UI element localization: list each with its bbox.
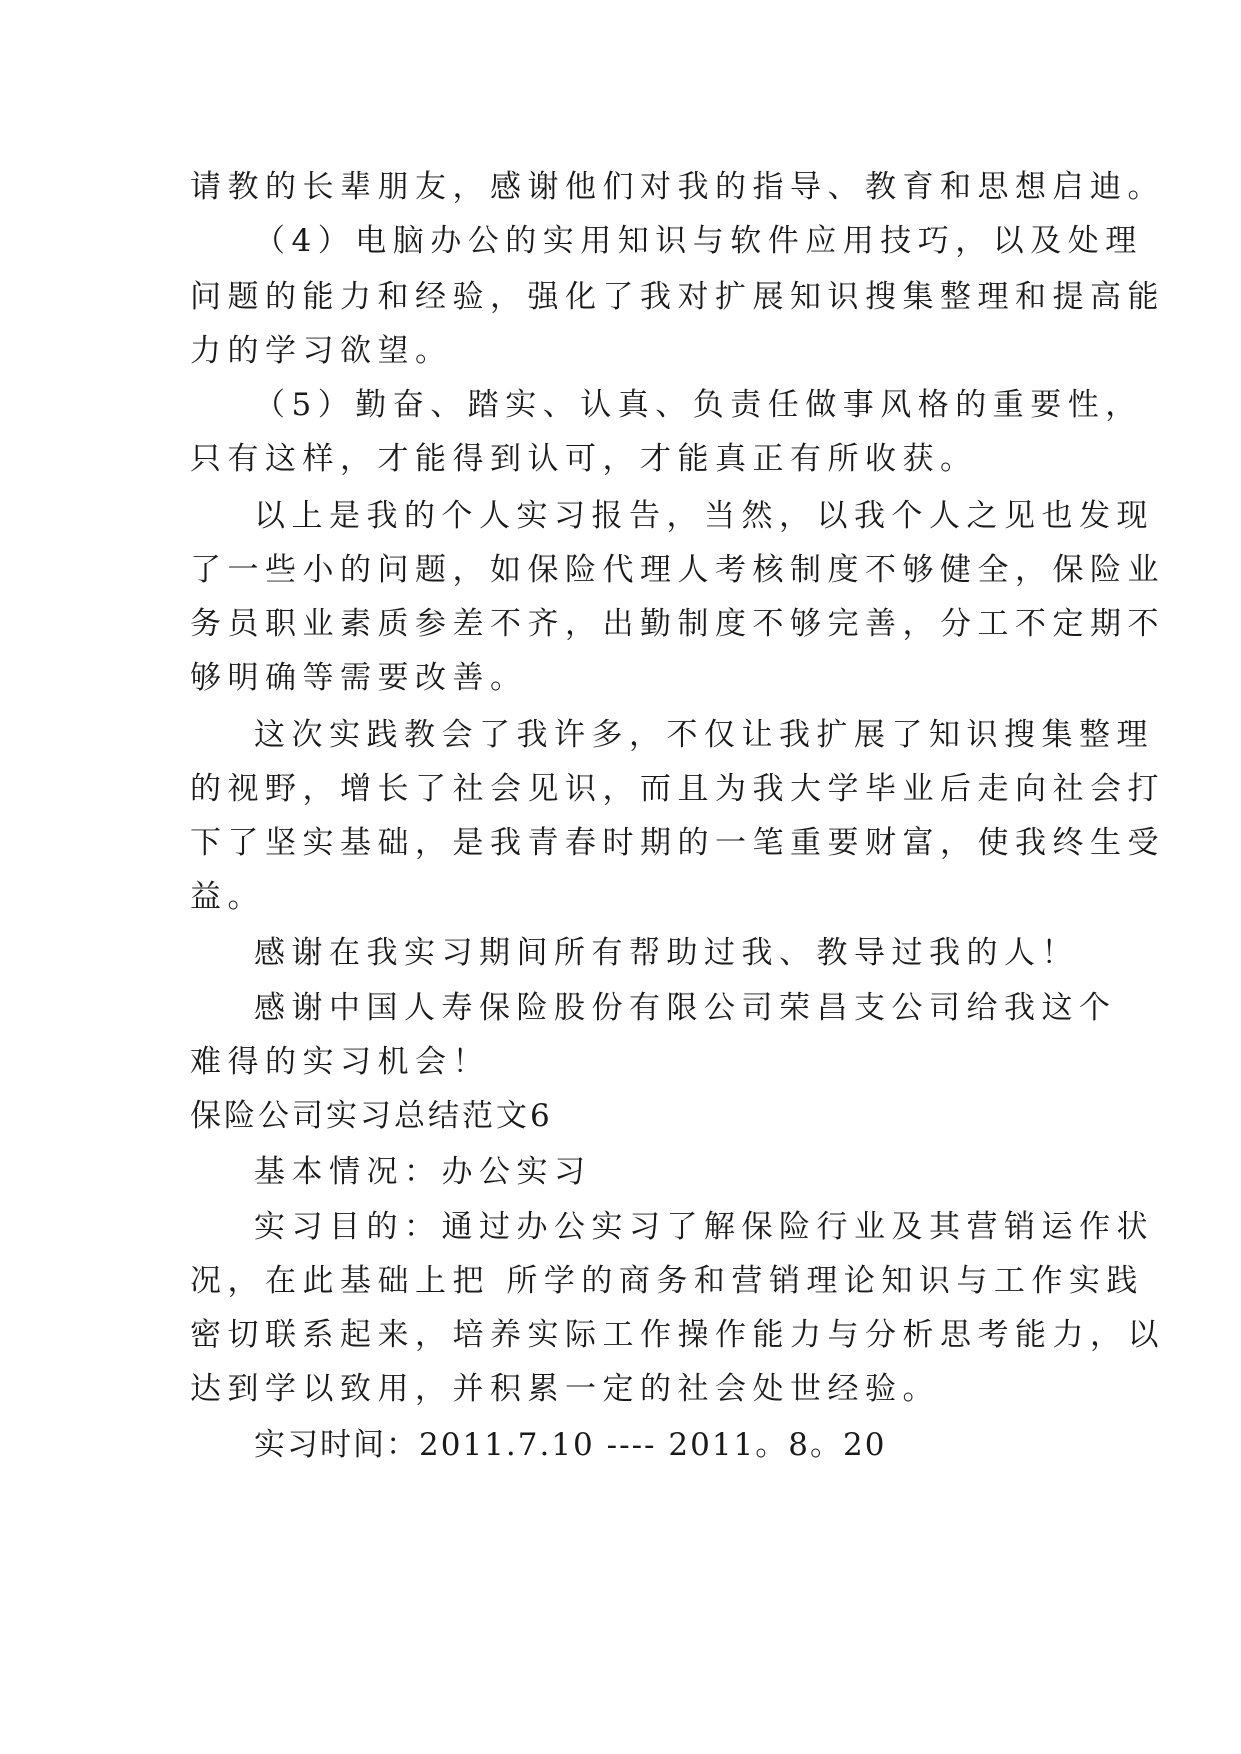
paragraph-line: 务员职业素质参差不齐，出勤制度不够完善，分工不定期不: [190, 606, 1165, 642]
paragraph-line: 的视野，增长了社会见识，而且为我大学毕业后走向社会打: [190, 771, 1165, 807]
paragraph-line: 只有这样，才能得到认可，才能真正有所收获。: [190, 441, 978, 477]
section-heading: 保险公司实习总结范文6: [190, 1098, 553, 1134]
paragraph-line: （5）勤奋、踏实、认真、负责任做事风格的重要性，: [254, 387, 1143, 423]
paragraph-line: 感谢中国人寿保险股份有限公司荣昌支公司给我这个: [254, 990, 1117, 1026]
paragraph-line: 下了坚实基础，是我青春时期的一笔重要财富，使我终生受: [190, 825, 1165, 861]
paragraph-line: 实习目的：通过办公实习了解保险行业及其营销运作状: [254, 1209, 1154, 1245]
paragraph-line: 达到学以致用，并积累一定的社会处世经验。: [190, 1371, 940, 1407]
paragraph-line: 难得的实习机会！: [190, 1044, 490, 1080]
paragraph-line: 感谢在我实习期间所有帮助过我、教导过我的人！: [254, 935, 1079, 971]
paragraph-line: 了一些小的问题，如保险代理人考核制度不够健全，保险业: [190, 552, 1165, 588]
paragraph-line: 这次实践教会了我许多，不仅让我扩展了知识搜集整理: [254, 717, 1154, 753]
paragraph-line: 益。: [190, 879, 265, 915]
paragraph-line: 够明确等需要改善。: [190, 660, 528, 696]
paragraph-line: 问题的能力和经验，强化了我对扩展知识搜集整理和提高能: [190, 279, 1165, 315]
paragraph-line: 实习时间：2011.7.10 ---- 2011。8。20: [254, 1427, 887, 1463]
paragraph-line: 基本情况：办公实习: [254, 1154, 592, 1190]
paragraph-line: （4）电脑办公的实用知识与软件应用技巧，以及处理: [254, 223, 1143, 259]
paragraph-line: 以上是我的个人实习报告，当然，以我个人之见也发现: [254, 498, 1154, 534]
paragraph-line: 密切联系起来，培养实际工作操作能力与分析思考能力，以: [190, 1317, 1165, 1353]
paragraph-line: 况，在此基础上把 所学的商务和营销理论知识与工作实践: [190, 1263, 1144, 1299]
paragraph-line: 力的学习欲望。: [190, 333, 453, 369]
paragraph-line: 请教的长辈朋友，感谢他们对我的指导、教育和思想启迪。: [190, 169, 1165, 205]
